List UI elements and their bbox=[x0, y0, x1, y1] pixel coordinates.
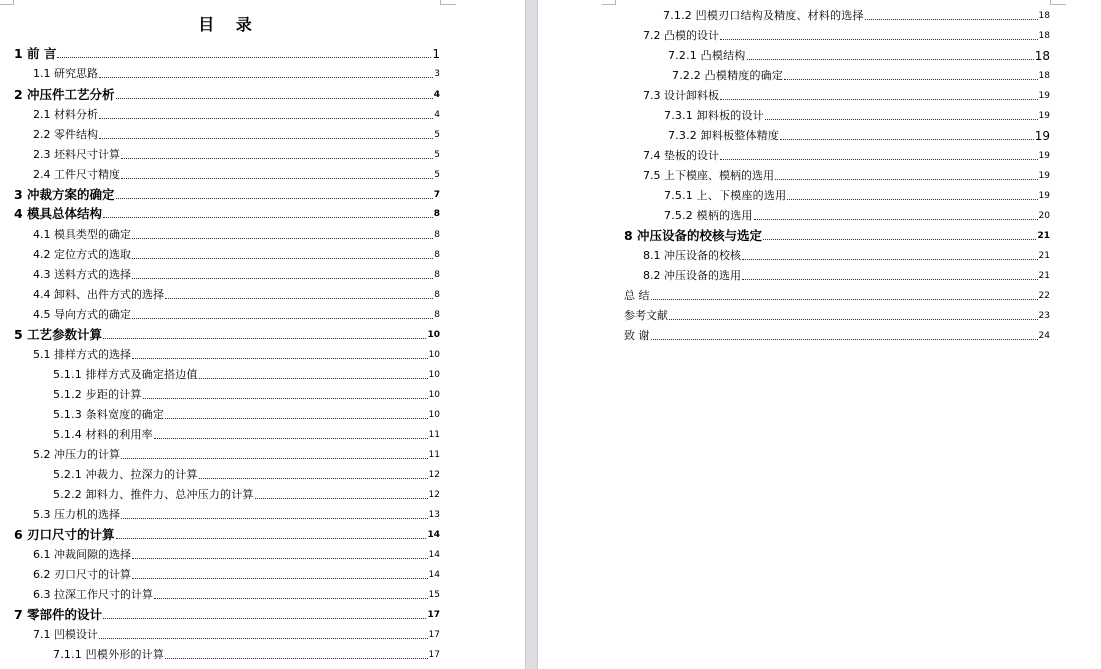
toc-entry[interactable] bbox=[33, 165, 440, 185]
page-corner-mark bbox=[440, 0, 456, 5]
toc-page-number: 20 bbox=[1038, 211, 1050, 221]
toc-entry-title: 4.3 送料方式的选择 bbox=[33, 268, 131, 281]
toc-entry[interactable] bbox=[14, 204, 440, 224]
toc-entry[interactable] bbox=[643, 266, 1050, 286]
dot-leader bbox=[255, 498, 428, 499]
toc-entry-title: 5.2.2 卸料力、推件力、总冲压力的计算 bbox=[53, 488, 254, 501]
toc-page-number: 8 bbox=[434, 290, 440, 300]
toc-page-number: 8 bbox=[434, 270, 440, 280]
toc-entry-title: 4.2 定位方式的选取 bbox=[33, 248, 131, 261]
toc-entry[interactable] bbox=[643, 146, 1050, 166]
page-corner-mark bbox=[602, 0, 616, 5]
toc-entry[interactable] bbox=[53, 485, 440, 505]
dot-leader bbox=[121, 458, 428, 459]
toc-page-number: 4 bbox=[433, 90, 440, 100]
dot-leader bbox=[780, 139, 1034, 140]
toc-page-number: 11 bbox=[428, 450, 440, 460]
dot-leader bbox=[669, 319, 1038, 320]
toc-entry[interactable] bbox=[14, 44, 440, 64]
toc-entry-title: 6.1 冲裁间隙的选择 bbox=[33, 548, 131, 561]
toc-entry-title: 4.1 模具类型的确定 bbox=[33, 228, 131, 241]
toc-page-number: 10 bbox=[428, 390, 440, 400]
toc-entry[interactable] bbox=[664, 206, 1050, 226]
toc-entry[interactable] bbox=[53, 645, 440, 665]
toc-entry[interactable] bbox=[33, 145, 440, 165]
toc-entry[interactable] bbox=[624, 286, 1050, 306]
toc-entry[interactable] bbox=[33, 445, 440, 465]
toc-entry[interactable] bbox=[33, 245, 440, 265]
dot-leader bbox=[720, 99, 1038, 100]
toc-entry[interactable] bbox=[14, 525, 440, 545]
toc-entry-title: 2.2 零件结构 bbox=[33, 128, 98, 141]
dot-leader bbox=[763, 239, 1036, 240]
toc-entry-title: 2.3 坯料尺寸计算 bbox=[33, 148, 120, 161]
toc-entry[interactable] bbox=[53, 365, 440, 385]
toc-page-number: 4 bbox=[434, 110, 440, 120]
toc-page-number: 21 bbox=[1038, 251, 1050, 261]
dot-leader bbox=[121, 518, 428, 519]
toc-entry-title: 致 谢 bbox=[624, 329, 650, 342]
dot-leader bbox=[165, 658, 427, 659]
toc-entry[interactable] bbox=[33, 285, 440, 305]
toc-entry-title: 4 模具总体结构 bbox=[14, 206, 103, 221]
dot-leader bbox=[103, 217, 433, 218]
toc-entry-title: 7.3.1 卸料板的设计 bbox=[664, 109, 764, 122]
dot-leader bbox=[116, 538, 427, 539]
dot-leader bbox=[132, 318, 433, 319]
toc-entry[interactable] bbox=[33, 125, 440, 145]
toc-entry[interactable] bbox=[668, 46, 1050, 66]
dot-leader bbox=[742, 279, 1038, 280]
dot-leader bbox=[103, 618, 426, 619]
toc-entry-title: 总 结 bbox=[624, 289, 650, 302]
page-gap bbox=[525, 0, 538, 669]
toc-entry[interactable] bbox=[33, 585, 440, 605]
dot-leader bbox=[154, 598, 428, 599]
dot-leader bbox=[132, 358, 428, 359]
dot-leader bbox=[165, 418, 427, 419]
dot-leader bbox=[143, 398, 428, 399]
toc-entry[interactable] bbox=[624, 226, 1050, 246]
dot-leader bbox=[775, 179, 1038, 180]
toc-page-number: 1 bbox=[432, 47, 440, 61]
toc-entry[interactable] bbox=[664, 106, 1050, 126]
toc-entry-title: 8.1 冲压设备的校核 bbox=[643, 249, 741, 262]
toc-entry[interactable] bbox=[33, 345, 440, 365]
toc-page-number: 14 bbox=[428, 550, 440, 560]
toc-page-number: 18 bbox=[1034, 49, 1050, 63]
toc-page-number: 18 bbox=[1038, 11, 1050, 21]
toc-page-number: 23 bbox=[1038, 311, 1050, 321]
toc-page-number: 19 bbox=[1034, 129, 1050, 143]
toc-page-number: 7 bbox=[433, 190, 440, 200]
toc-entry[interactable] bbox=[668, 126, 1050, 146]
toc-entry-title: 6.3 拉深工作尺寸的计算 bbox=[33, 588, 153, 601]
toc-entry-title: 7.3.2 卸料板整体精度 bbox=[668, 129, 780, 142]
toc-entry[interactable] bbox=[14, 85, 440, 105]
dot-leader bbox=[116, 98, 433, 99]
toc-entry-title: 7.5.1 上、下模座的选用 bbox=[664, 189, 787, 202]
dot-leader bbox=[765, 119, 1038, 120]
dot-leader bbox=[165, 298, 433, 299]
toc-entry[interactable] bbox=[33, 565, 440, 585]
toc-page-number: 22 bbox=[1038, 291, 1050, 301]
dot-leader bbox=[99, 638, 428, 639]
toc-entry-title: 7.3 设计卸料板 bbox=[643, 89, 719, 102]
toc-entry-title: 4.4 卸料、出件方式的选择 bbox=[33, 288, 164, 301]
toc-entry-title: 7.4 垫板的设计 bbox=[643, 149, 719, 162]
dot-leader bbox=[154, 438, 428, 439]
toc-page-number: 14 bbox=[427, 530, 440, 540]
toc-entry[interactable] bbox=[663, 6, 1050, 26]
dot-leader bbox=[121, 178, 433, 179]
toc-page-number: 12 bbox=[428, 490, 440, 500]
toc-entry-title: 3 冲裁方案的确定 bbox=[14, 187, 115, 202]
toc-entry-title: 8.2 冲压设备的选用 bbox=[643, 269, 741, 282]
toc-entry[interactable] bbox=[624, 326, 1050, 346]
dot-leader bbox=[742, 259, 1038, 260]
toc-title: 目 录 bbox=[198, 15, 260, 34]
toc-page-number: 8 bbox=[434, 250, 440, 260]
toc-page-number: 18 bbox=[1038, 71, 1050, 81]
toc-entry[interactable] bbox=[624, 306, 1050, 326]
toc-entry-title: 7 零部件的设计 bbox=[14, 607, 103, 622]
toc-entry-title: 7.1.1 凹模外形的计算 bbox=[53, 648, 165, 661]
dot-leader bbox=[720, 159, 1038, 160]
toc-entry-title: 5.1.2 步距的计算 bbox=[53, 388, 142, 401]
dot-leader bbox=[199, 478, 428, 479]
toc-entry[interactable] bbox=[33, 64, 440, 84]
toc-page-number: 19 bbox=[1038, 171, 1050, 181]
document-page-right bbox=[538, 0, 1101, 669]
dot-leader bbox=[787, 199, 1037, 200]
toc-entry-title: 5.1 排样方式的选择 bbox=[33, 348, 131, 361]
toc-page-number: 10 bbox=[428, 410, 440, 420]
dot-leader bbox=[747, 59, 1034, 60]
toc-entry[interactable] bbox=[672, 66, 1050, 86]
toc-entry-title: 7.2 凸模的设计 bbox=[643, 29, 719, 42]
toc-entry[interactable] bbox=[33, 305, 440, 325]
toc-entry[interactable] bbox=[14, 605, 440, 625]
toc-page-number: 18 bbox=[1038, 31, 1050, 41]
toc-page-number: 17 bbox=[428, 650, 440, 660]
toc-entry[interactable] bbox=[14, 185, 440, 205]
dot-leader bbox=[720, 39, 1038, 40]
toc-entry-title: 1 前 言 bbox=[14, 46, 57, 61]
dot-leader bbox=[57, 57, 431, 58]
toc-entry-title: 6.2 刃口尺寸的计算 bbox=[33, 568, 131, 581]
document-page-left bbox=[0, 0, 525, 669]
toc-entry-title: 5 工艺参数计算 bbox=[14, 327, 103, 342]
dot-leader bbox=[132, 558, 428, 559]
toc-entry-title: 7.5.2 模柄的选用 bbox=[664, 209, 753, 222]
toc-entry-title: 4.5 导向方式的确定 bbox=[33, 308, 131, 321]
toc-page-number: 24 bbox=[1038, 331, 1050, 341]
dot-leader bbox=[651, 299, 1038, 300]
toc-entry[interactable] bbox=[33, 545, 440, 565]
toc-entry-title: 5.1.4 材料的利用率 bbox=[53, 428, 153, 441]
toc-entry[interactable] bbox=[33, 625, 440, 645]
dot-leader bbox=[99, 138, 433, 139]
dot-leader bbox=[132, 278, 433, 279]
dot-leader bbox=[103, 338, 426, 339]
toc-entry-title: 5.2.1 冲裁力、拉深力的计算 bbox=[53, 468, 198, 481]
toc-page-number: 17 bbox=[427, 610, 440, 620]
page-corner-mark bbox=[0, 0, 14, 5]
toc-entry[interactable] bbox=[643, 86, 1050, 106]
dot-leader bbox=[132, 238, 433, 239]
toc-page-number: 19 bbox=[1038, 91, 1050, 101]
dot-leader bbox=[132, 258, 433, 259]
toc-page-number: 12 bbox=[428, 470, 440, 480]
dot-leader bbox=[199, 378, 428, 379]
dot-leader bbox=[865, 19, 1038, 20]
toc-page-number: 17 bbox=[428, 630, 440, 640]
toc-entry[interactable] bbox=[664, 186, 1050, 206]
toc-page-number: 21 bbox=[1037, 231, 1050, 241]
toc-page-number: 8 bbox=[434, 230, 440, 240]
toc-entry[interactable] bbox=[33, 225, 440, 245]
toc-entry[interactable] bbox=[53, 405, 440, 425]
toc-entry-title: 5.1.3 条料宽度的确定 bbox=[53, 408, 165, 421]
toc-entry[interactable] bbox=[33, 505, 440, 525]
toc-entry-title: 参考文献 bbox=[624, 309, 668, 322]
toc-page-number: 10 bbox=[428, 370, 440, 380]
dot-leader bbox=[121, 158, 433, 159]
toc-page-number: 14 bbox=[428, 570, 440, 580]
toc-entry-title: 5.2 冲压力的计算 bbox=[33, 448, 120, 461]
toc-entry-title: 7.5 上下模座、模柄的选用 bbox=[643, 169, 774, 182]
toc-entry-title: 1.1 研究思路 bbox=[33, 67, 98, 80]
dot-leader bbox=[99, 77, 433, 78]
toc-page-number: 21 bbox=[1038, 271, 1050, 281]
toc-page-number: 10 bbox=[427, 330, 440, 340]
dot-leader bbox=[754, 219, 1038, 220]
dot-leader bbox=[784, 79, 1037, 80]
page-corner-mark bbox=[1050, 0, 1066, 5]
dot-leader bbox=[116, 198, 433, 199]
toc-entry-title: 7.1.2 凹模刃口结构及精度、材料的选择 bbox=[663, 9, 864, 22]
toc-page-number: 5 bbox=[434, 150, 440, 160]
toc-page-number: 10 bbox=[428, 350, 440, 360]
toc-page-number: 19 bbox=[1038, 151, 1050, 161]
dot-leader bbox=[99, 118, 433, 119]
toc-entry-title: 5.3 压力机的选择 bbox=[33, 508, 120, 521]
toc-entry-title: 7.2.2 凸模精度的确定 bbox=[672, 69, 784, 82]
toc-page-number: 8 bbox=[434, 310, 440, 320]
toc-entry-title: 2 冲压件工艺分析 bbox=[14, 87, 115, 102]
toc-page-number: 15 bbox=[428, 590, 440, 600]
toc-entry-title: 7.2.1 凸模结构 bbox=[668, 49, 746, 62]
toc-page-number: 5 bbox=[434, 130, 440, 140]
toc-entry-title: 2.4 工件尺寸精度 bbox=[33, 168, 120, 181]
toc-entry[interactable] bbox=[14, 325, 440, 345]
dot-leader bbox=[651, 339, 1038, 340]
toc-entry[interactable] bbox=[33, 105, 440, 125]
toc-entry[interactable] bbox=[643, 166, 1050, 186]
toc-entry-title: 5.1.1 排样方式及确定搭边值 bbox=[53, 368, 198, 381]
toc-entry[interactable] bbox=[643, 246, 1050, 266]
toc-page-number: 8 bbox=[433, 209, 440, 219]
toc-page-number: 13 bbox=[428, 510, 440, 520]
toc-entry-title: 7.1 凹模设计 bbox=[33, 628, 98, 641]
toc-page-number: 19 bbox=[1038, 111, 1050, 121]
toc-entry[interactable] bbox=[53, 465, 440, 485]
toc-entry[interactable] bbox=[33, 265, 440, 285]
toc-entry[interactable] bbox=[643, 26, 1050, 46]
toc-entry-title: 2.1 材料分析 bbox=[33, 108, 98, 121]
toc-entry[interactable] bbox=[53, 425, 440, 445]
dot-leader bbox=[132, 578, 428, 579]
toc-page-number: 5 bbox=[434, 170, 440, 180]
toc-entry[interactable] bbox=[53, 385, 440, 405]
toc-page-number: 11 bbox=[428, 430, 440, 440]
toc-entry-title: 8 冲压设备的校核与选定 bbox=[624, 228, 763, 243]
toc-page-number: 19 bbox=[1038, 191, 1050, 201]
toc-entry-title: 6 刃口尺寸的计算 bbox=[14, 527, 115, 542]
toc-page-number: 3 bbox=[434, 69, 440, 79]
